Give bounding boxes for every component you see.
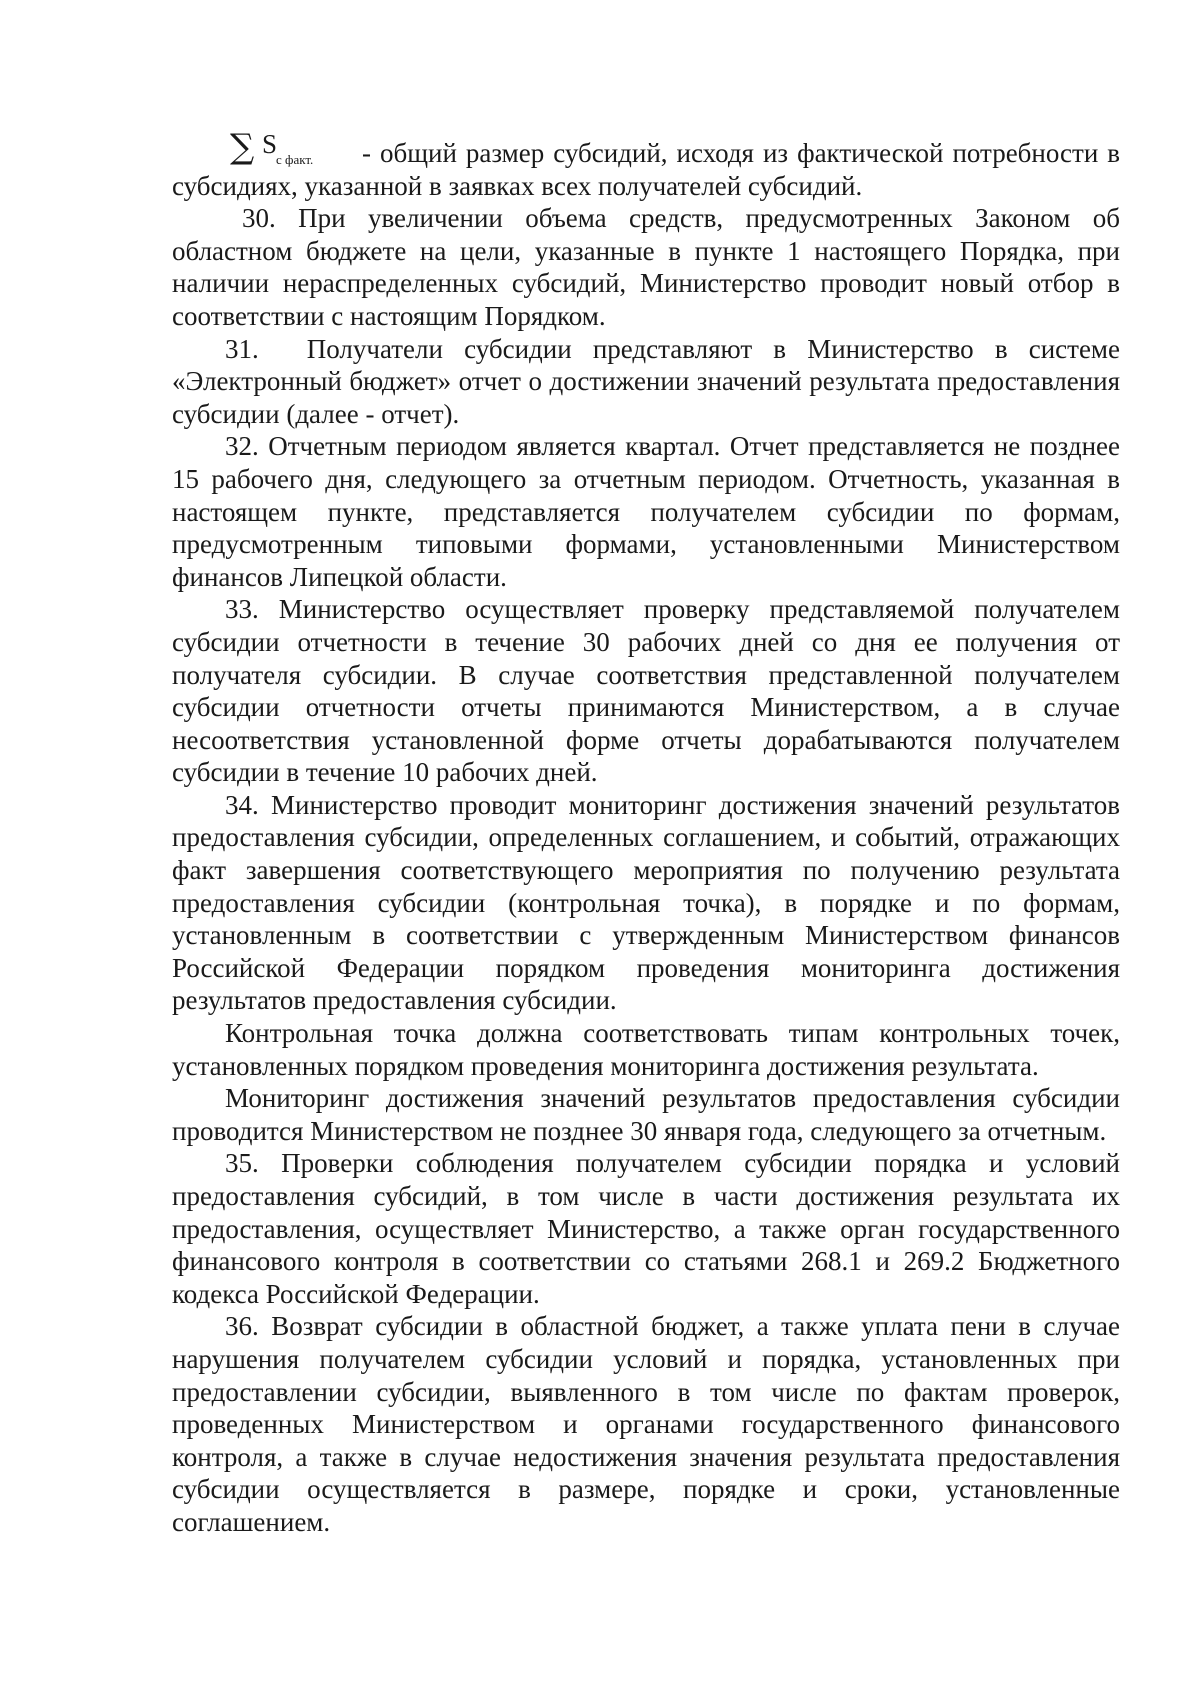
formula-description: - общий размер субсидий, исходя из фактической потребности в субсидиях, указанной в заявках всех получателей субсидий. bbox=[172, 138, 1121, 201]
paragraph-31-number: 31. bbox=[225, 333, 259, 364]
formula-symbol bbox=[228, 127, 353, 167]
paragraph-33: 33. Министерство осуществляет проверку представляемой получателем субсидии отчетности в течение 30 рабочих дней со дня ее получения от получателя субсидии. В случае соответствия представленной получателем субсидии отчетности отчеты принимаются Министерством, а в случае несоответствия установленной форме отчеты дорабатываются получателем субсидии в течение 10 рабочих дней. bbox=[172, 594, 1120, 788]
paragraph-31 bbox=[172, 333, 1120, 431]
paragraph-31-text: Получатели субсидии представляют в Министерство в системе «Электронный бюджет» отчет о достижении значений результата предоставления субсидии (далее - отчет). bbox=[172, 333, 1120, 429]
paragraph-35: 35. Проверки соблюдения получателем субсидии порядка и условий предоставления субсидий, в том числе в части достижения результата их предоставления, осуществляет Министерство, а также орган государственного финансового контроля в соответствии со статьями 268.1 и 269.2 Бюджетного кодекса Российской Федерации. bbox=[172, 1148, 1120, 1309]
paragraph-36: 36. Возврат субсидии в областной бюджет, а также уплата пени в случае нарушения получателем субсидии условий и порядка, установленных при предоставлении субсидии, выявленного в том числе по фактам проверок, проведенных Министерством и органами государственного финансового контроля, а также в случае недостижения значения результата предоставления субсидии осуществляется в размере, порядке и сроки, установленные соглашением. bbox=[172, 1311, 1120, 1537]
formula-variable: S bbox=[262, 129, 278, 159]
paragraph-30: 30. При увеличении объема средств, предусмотренных Законом об областном бюджете на цели, указанные в пункте 1 настоящего Порядка, при наличии нераспределенных субсидий, Министерство проводит новый отбор в соответствии с настоящим Порядком. bbox=[172, 203, 1120, 331]
formula-paragraph bbox=[172, 127, 1121, 202]
paragraph-34: 34. Министерство проводит мониторинг достижения значений результатов предоставления субсидии, определенных соглашением, и событий, отражающих факт завершения соответствующего мероприятия по получению результата предоставления субсидии (контрольная точка), в порядке и по формам, установленным в соответствии с утвержденным Министерством финансов Российской Федерации порядком проведения мониторинга достижения результатов предоставления субсидии. bbox=[172, 789, 1120, 1016]
paragraph-34-monitoring: Мониторинг достижения значений результатов предоставления субсидии проводится Министерством не позднее 30 января года, следующего за отчетным. bbox=[172, 1083, 1120, 1146]
paragraph-34-control-point: Контрольная точка должна соответствовать типам контрольных точек, установленных порядком проведения мониторинга достижения результата. bbox=[172, 1018, 1120, 1081]
formula-subscript: с факт. bbox=[276, 152, 314, 167]
document-body bbox=[172, 127, 1121, 1539]
paragraph-32: 32. Отчетным периодом является квартал. Отчет представляется не позднее 15 рабочего дня, следующего за отчетным периодом. Отчетность, указанная в настоящем пункте, представляется получателем субсидии по формам, предусмотренным типовыми формами, установленными Министерством финансов Липецкой области. bbox=[172, 431, 1120, 592]
sigma-symbol: ∑ bbox=[230, 127, 255, 167]
